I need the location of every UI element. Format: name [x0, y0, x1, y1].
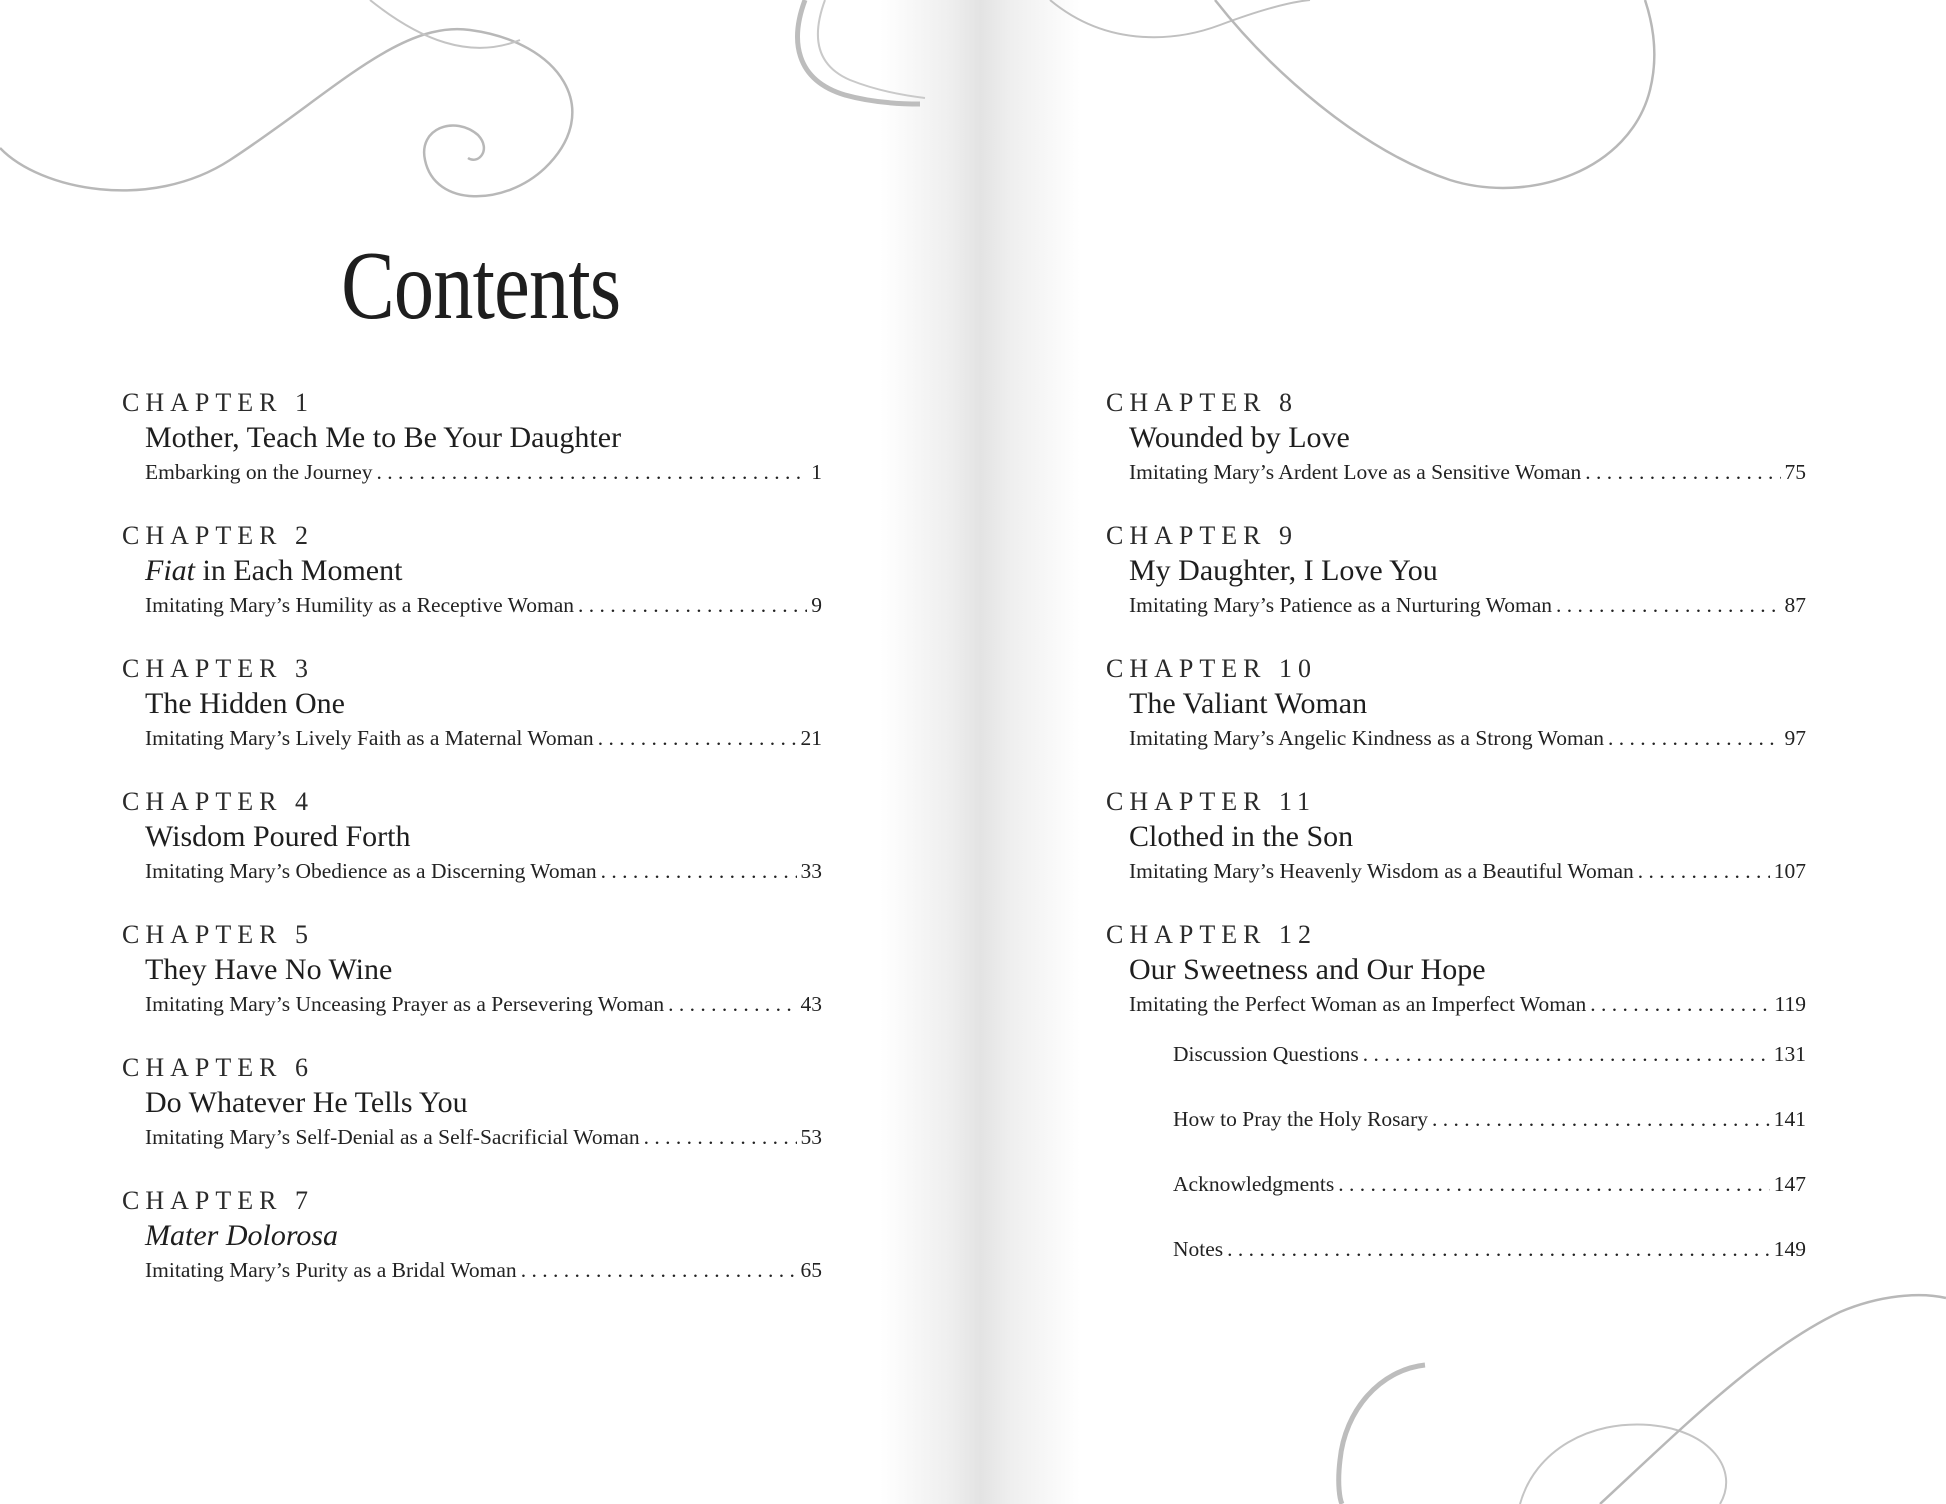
toc-entry[interactable]	[122, 654, 822, 787]
chapter-title: Clothed in the Son	[1129, 820, 1354, 853]
chapter-subtitle: Imitating the Perfect Woman as an Imperfect Woman	[1129, 992, 1587, 1016]
chapter-title: Fiat in Each Moment	[145, 554, 403, 587]
toc-right-column	[1106, 388, 1806, 1053]
back-matter-entry[interactable]	[1173, 1235, 1806, 1300]
chapter-label: CHAPTER 5	[122, 920, 314, 949]
chapter-subtitle: Imitating Mary’s Angelic Kindness as a Strong Woman	[1129, 726, 1604, 750]
flourish-ornament-bottom-right	[1320, 1290, 1946, 1504]
page-number: 147	[1773, 1172, 1806, 1196]
chapter-subtitle-line	[1129, 458, 1806, 486]
toc-entry[interactable]	[122, 388, 822, 521]
chapter-label: CHAPTER 4	[122, 787, 314, 816]
toc-left-column	[122, 388, 822, 1319]
chapter-label: CHAPTER 10	[1106, 654, 1317, 683]
chapter-label: CHAPTER 2	[122, 521, 314, 550]
flourish-ornament-top-right	[1040, 0, 1680, 240]
chapter-label: CHAPTER 7	[122, 1186, 314, 1215]
chapter-subtitle: Imitating Mary’s Purity as a Bridal Woman	[145, 1258, 517, 1282]
dot-leader	[1590, 990, 1770, 1018]
chapter-subtitle-line	[1129, 857, 1806, 885]
page-number: 107	[1773, 859, 1806, 883]
toc-entry[interactable]	[1106, 388, 1806, 521]
toc-entry[interactable]	[122, 1053, 822, 1186]
toc-entry[interactable]	[1106, 920, 1806, 1053]
chapter-subtitle-line	[145, 591, 822, 619]
back-matter-title: Discussion Questions	[1173, 1042, 1359, 1066]
chapter-title: They Have No Wine	[145, 953, 393, 986]
chapter-subtitle: Imitating Mary’s Lively Faith as a Maternal Woman	[145, 726, 594, 750]
chapter-subtitle: Embarking on the Journey	[145, 460, 373, 484]
dot-leader	[1432, 1105, 1770, 1133]
chapter-subtitle-line	[1129, 724, 1806, 752]
page-number: 1	[811, 460, 822, 484]
dot-leader	[1556, 591, 1781, 619]
toc-entry[interactable]	[122, 521, 822, 654]
page-number: 53	[800, 1125, 822, 1149]
chapter-subtitle-line	[145, 724, 822, 752]
chapter-title: Wisdom Poured Forth	[145, 820, 411, 853]
chapter-label: CHAPTER 12	[1106, 920, 1317, 949]
chapter-subtitle: Imitating Mary’s Self-Denial as a Self-Sacrificial Woman	[145, 1125, 640, 1149]
page-number: 21	[800, 726, 822, 750]
chapter-label: CHAPTER 9	[1106, 521, 1298, 550]
chapter-title: Mater Dolorosa	[145, 1219, 339, 1252]
back-matter-title: Acknowledgments	[1173, 1172, 1335, 1196]
chapter-label: CHAPTER 6	[122, 1053, 314, 1082]
chapter-title: Do Whatever He Tells You	[145, 1086, 468, 1119]
back-matter-title: How to Pray the Holy Rosary	[1173, 1107, 1428, 1131]
chapter-subtitle-line	[145, 857, 822, 885]
page-number: 9	[811, 593, 822, 617]
back-matter-entry[interactable]	[1173, 1040, 1806, 1105]
chapter-subtitle-line	[145, 1256, 822, 1284]
page-number: 43	[800, 992, 822, 1016]
chapter-subtitle: Imitating Mary’s Obedience as a Discerning Woman	[145, 859, 597, 883]
chapter-title: The Hidden One	[145, 687, 345, 720]
page-number: 75	[1784, 460, 1806, 484]
chapter-subtitle-line	[1129, 591, 1806, 619]
chapter-title: Our Sweetness and Our Hope	[1129, 953, 1486, 986]
dot-leader	[1585, 458, 1780, 486]
dot-leader	[601, 857, 797, 885]
toc-entry[interactable]	[1106, 521, 1806, 654]
page-number: 65	[800, 1258, 822, 1282]
chapter-title: My Daughter, I Love You	[1129, 554, 1438, 587]
back-matter-list	[1173, 1040, 1806, 1300]
dot-leader	[1227, 1235, 1770, 1263]
page-number: 119	[1774, 992, 1806, 1016]
chapter-subtitle: Imitating Mary’s Patience as a Nurturing Woman	[1129, 593, 1552, 617]
dot-leader	[521, 1256, 797, 1284]
toc-entry[interactable]	[1106, 654, 1806, 787]
dot-leader	[644, 1123, 797, 1151]
dot-leader	[1638, 857, 1770, 885]
page-number: 141	[1773, 1107, 1806, 1131]
dot-leader	[377, 458, 808, 486]
chapter-title: Mother, Teach Me to Be Your Daughter	[145, 421, 622, 454]
chapter-title: Wounded by Love	[1129, 421, 1350, 454]
chapter-label: CHAPTER 3	[122, 654, 314, 683]
toc-entry[interactable]	[122, 787, 822, 920]
page-number: 149	[1773, 1237, 1806, 1261]
page-number: 131	[1773, 1042, 1806, 1066]
dot-leader	[1338, 1170, 1770, 1198]
chapter-subtitle-line	[145, 990, 822, 1018]
dot-leader	[578, 591, 807, 619]
back-matter-entry[interactable]	[1173, 1105, 1806, 1170]
dot-leader	[1608, 724, 1781, 752]
toc-entry[interactable]	[122, 920, 822, 1053]
back-matter-entry[interactable]	[1173, 1170, 1806, 1235]
chapter-title: The Valiant Woman	[1129, 687, 1368, 720]
toc-entry[interactable]	[1106, 787, 1806, 920]
chapter-subtitle: Imitating Mary’s Ardent Love as a Sensitive Woman	[1129, 460, 1582, 484]
flourish-ornament-top-left	[0, 0, 930, 220]
chapter-subtitle: Imitating Mary’s Heavenly Wisdom as a Beautiful Woman	[1129, 859, 1634, 883]
page-number: 87	[1784, 593, 1806, 617]
chapter-label: CHAPTER 1	[122, 388, 314, 417]
chapter-label: CHAPTER 8	[1106, 388, 1298, 417]
chapter-subtitle: Imitating Mary’s Humility as a Receptive Woman	[145, 593, 574, 617]
dot-leader	[598, 724, 797, 752]
page-number: 97	[1784, 726, 1806, 750]
toc-entry[interactable]	[122, 1186, 822, 1319]
chapter-subtitle: Imitating Mary’s Unceasing Prayer as a Persevering Woman	[145, 992, 665, 1016]
dot-leader	[668, 990, 796, 1018]
chapter-subtitle-line	[145, 458, 822, 486]
chapter-label: CHAPTER 11	[1106, 787, 1316, 816]
back-matter-title: Notes	[1173, 1237, 1224, 1261]
chapter-subtitle-line	[1129, 990, 1806, 1018]
page-title: Contents	[341, 232, 621, 340]
page-number: 33	[800, 859, 822, 883]
dot-leader	[1363, 1040, 1770, 1068]
chapter-subtitle-line	[145, 1123, 822, 1151]
